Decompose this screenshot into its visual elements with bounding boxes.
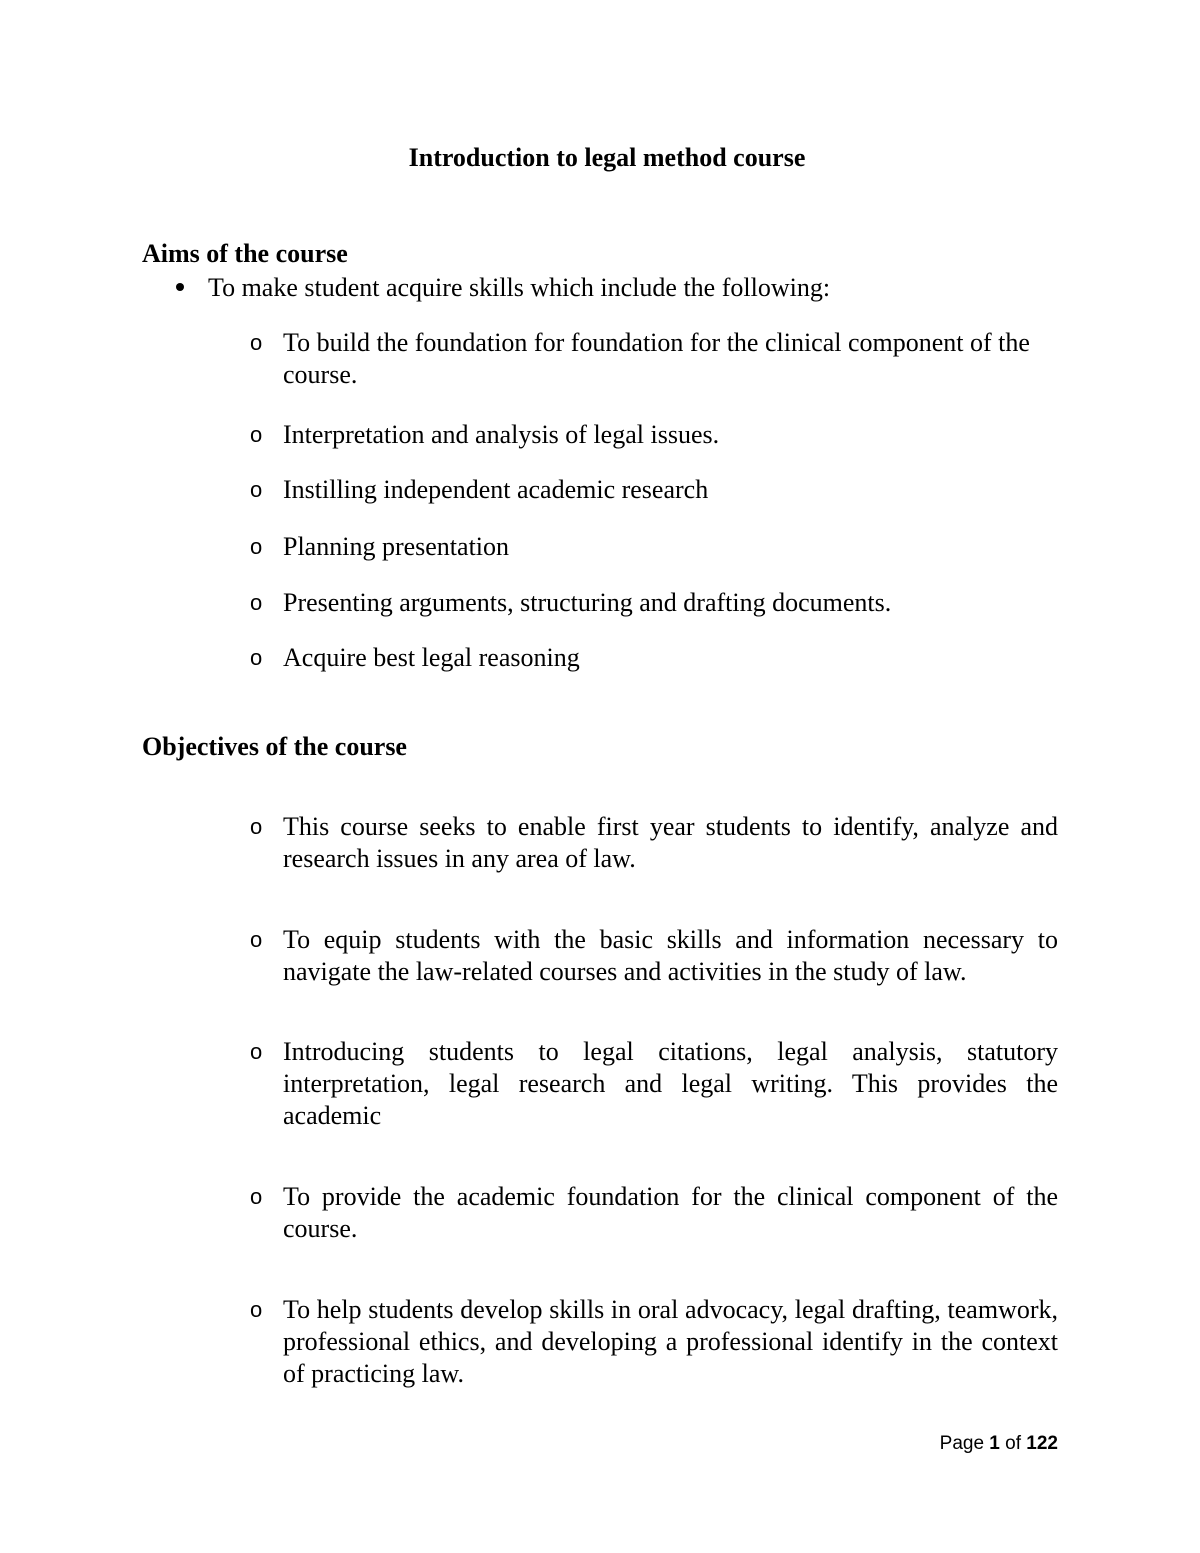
aims-item-text: To build the foundation for foundation for the clinical component of the course.: [283, 328, 1030, 389]
objectives-item: [250, 1181, 1058, 1245]
circle-bullet-icon: o: [250, 645, 263, 670]
aims-item: [250, 474, 1058, 506]
circle-bullet-icon: o: [250, 477, 263, 502]
aims-item-text: Instilling independent academic research: [283, 475, 709, 504]
document-title: Introduction to legal method course: [408, 143, 806, 172]
objectives-item: [250, 924, 1058, 988]
circle-bullet-icon: o: [250, 534, 263, 559]
circle-bullet-icon: o: [250, 590, 263, 615]
objectives-item-text: To help students develop skills in oral advocacy, legal drafting, teamwork, professional ethics, and developing a professional identify in the context of practicing law.: [283, 1295, 1058, 1388]
objectives-item: [250, 1294, 1058, 1390]
objectives-item-text: Introducing students to legal citations, legal analysis, statutory interpretation, legal research and legal writing. This provides the academic: [283, 1037, 1058, 1130]
circle-bullet-icon: o: [250, 814, 263, 839]
circle-bullet-icon: o: [250, 422, 263, 447]
aims-bullet-text: To make student acquire skills which include the following:: [208, 273, 831, 302]
circle-bullet-icon: o: [250, 927, 263, 952]
aims-item: [250, 587, 1058, 619]
page-footer: [940, 1431, 1058, 1457]
aims-item: [250, 327, 1058, 391]
aims-item-text: Planning presentation: [283, 532, 510, 561]
aims-item-text: Presenting arguments, structuring and drafting documents.: [283, 588, 892, 617]
objectives-heading: Objectives of the course: [142, 732, 407, 761]
aims-item: [250, 531, 1058, 563]
bullet-dot-icon: [176, 283, 184, 291]
circle-bullet-icon: o: [250, 1039, 263, 1064]
objectives-item-text: To equip students with the basic skills and information necessary to navigate the law-related courses and activities in the study of law.: [283, 925, 1058, 986]
footer-page-word: Page: [939, 1433, 985, 1454]
aims-item-text: Acquire best legal reasoning: [283, 643, 580, 672]
aims-heading: Aims of the course: [142, 239, 348, 268]
objectives-item: [250, 1036, 1058, 1132]
objectives-item-text: This course seeks to enable first year students to identify, analyze and research issues in any area of law.: [283, 812, 1058, 873]
footer-page-total: 122: [1026, 1433, 1058, 1454]
objectives-item-text: To provide the academic foundation for the clinical component of the course.: [283, 1182, 1058, 1243]
objectives-item: [250, 811, 1058, 875]
aims-bullet: [176, 270, 830, 306]
aims-item: [250, 419, 1058, 451]
aims-item-text: Interpretation and analysis of legal issues.: [283, 420, 720, 449]
footer-page-number: 1: [989, 1433, 1000, 1454]
footer-of-word: of: [1005, 1433, 1022, 1454]
aims-item: [250, 642, 1058, 674]
circle-bullet-icon: o: [250, 1184, 263, 1209]
circle-bullet-icon: o: [250, 1297, 263, 1322]
circle-bullet-icon: o: [250, 330, 263, 355]
